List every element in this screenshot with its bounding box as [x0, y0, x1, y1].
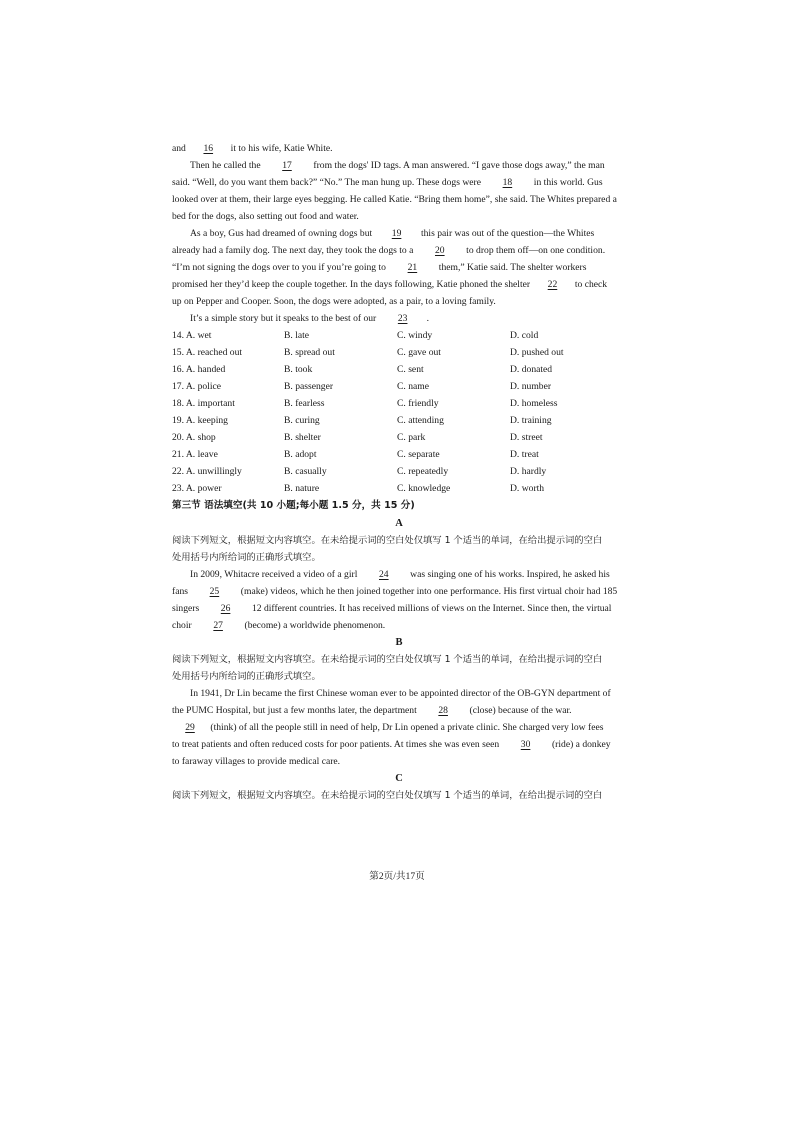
instruction-line: 处用括号内所给词的正确形式填空。: [172, 552, 321, 563]
text: to treat patients and often reduced costs for poor patients. At times she was even seen: [172, 739, 502, 750]
blank-28: 28: [438, 705, 448, 716]
text: in this world. Gus: [531, 177, 603, 188]
passage-line: [172, 583, 626, 600]
passage-line: [172, 566, 626, 583]
text: from the dogs' ID tags. A man answered. “I gave those dogs away,” the man: [310, 160, 605, 171]
text: “I’m not signing the dogs over to you if you’re going to: [172, 262, 389, 273]
option-a: 18. A. important: [172, 398, 235, 409]
text: to check: [572, 279, 608, 290]
passage-line: [172, 276, 626, 293]
blank-19: 19: [391, 228, 402, 239]
blank-16: 16: [203, 143, 214, 154]
option-b: B. adopt: [284, 449, 317, 460]
option-b: B. late: [284, 330, 310, 341]
text: singers: [172, 603, 202, 614]
option-row: [172, 378, 626, 395]
option-d: D. treat: [510, 449, 539, 460]
text: was singing one of his works. Inspired, he asked his: [407, 569, 610, 580]
text: It’s a simple story but it speaks to the best of our: [190, 313, 379, 324]
instruction-line: 阅读下列短文，根据短文内容填空。在未给提示词的空白处仅填写 1 个适当的单词，在给出提示词的空白: [172, 535, 603, 546]
option-c: C. friendly: [397, 398, 439, 409]
option-row: [172, 463, 626, 480]
blank-21: 21: [407, 262, 418, 273]
option-d: D. hardly: [510, 466, 547, 477]
blank-25: 25: [209, 586, 220, 597]
option-b: B. curing: [284, 415, 320, 426]
option-d: D. number: [510, 381, 552, 392]
blank-22: 22: [547, 279, 558, 290]
text: promised her they’d keep the couple together. In the days following, Katie phoned the shelter: [172, 279, 533, 290]
text: As a boy, Gus had dreamed of owning dogs but: [190, 228, 375, 239]
text: .: [426, 313, 430, 324]
option-c: C. windy: [397, 330, 433, 341]
instruction-line: 阅读下列短文，根据短文内容填空。在未给提示词的空白处仅填写 1 个适当的单词，在给出提示词的空白: [172, 790, 603, 801]
blank-23: 23: [397, 313, 408, 324]
text: 12 different countries. It has received millions of views on the Internet. Since then, the virtual: [249, 603, 612, 614]
text: (close) because of the war.: [467, 705, 572, 716]
text: (make) videos, which he then joined together into one performance. His first virtual choir had 185: [238, 586, 618, 597]
text: In 2009, Whitacre received a video of a girl: [190, 569, 360, 580]
option-d: D. worth: [510, 483, 545, 494]
passage-line: [172, 719, 626, 736]
option-a: 15. A. reached out: [172, 347, 243, 358]
blank-26: 26: [220, 603, 231, 614]
option-b: B. fearless: [284, 398, 325, 409]
blank-30: 30: [520, 739, 531, 750]
passage-line: [172, 702, 626, 719]
passage-letter-a: A: [395, 518, 403, 529]
instruction-line: 阅读下列短文，根据短文内容填空。在未给提示词的空白处仅填写 1 个适当的单词，在给出提示词的空白: [172, 654, 603, 665]
passage-line: [172, 225, 626, 242]
option-a: 20. A. shop: [172, 432, 216, 443]
option-c: C. separate: [397, 449, 440, 460]
options-table: [172, 327, 626, 497]
text: said. “Well, do you want them back?” “No.” The man hung up. These dogs were: [172, 177, 484, 188]
text: the PUMC Hospital, but just a few months later, the department: [172, 705, 420, 716]
passage-line: [172, 174, 626, 191]
option-b: B. nature: [284, 483, 320, 494]
passage-line: [172, 140, 626, 157]
text: (become) a worldwide phenomenon.: [242, 620, 386, 631]
option-row: [172, 429, 626, 446]
passage-line: to faraway villages to provide medical care.: [172, 756, 341, 767]
passage-line: [172, 600, 626, 617]
option-row: [172, 361, 626, 378]
passage-line: [172, 310, 626, 327]
option-c: C. repeatedly: [397, 466, 449, 477]
option-row: [172, 327, 626, 344]
text: (think) of all the people still in need of help, Dr Lin opened a private clinic. She charged very low fees: [208, 722, 604, 733]
option-row: [172, 412, 626, 429]
text: to drop them off—on one condition.: [463, 245, 606, 256]
text: it to his wife, Katie White.: [228, 143, 333, 154]
blank-29: 29: [185, 722, 195, 733]
option-b: B. spread out: [284, 347, 335, 358]
option-c: C. name: [397, 381, 429, 392]
option-d: D. street: [510, 432, 543, 443]
option-a: 23. A. power: [172, 483, 222, 494]
passage-line: bed for the dogs, also setting out food and water.: [172, 211, 359, 222]
passage-line: [172, 259, 626, 276]
option-c: C. sent: [397, 364, 424, 375]
option-d: D. homeless: [510, 398, 558, 409]
blank-20: 20: [434, 245, 445, 256]
option-b: B. took: [284, 364, 313, 375]
passage-line: In 1941, Dr Lin became the first Chinese woman ever to be appointed director of the OB-GYN department of: [190, 688, 611, 699]
option-d: D. training: [510, 415, 552, 426]
text: them,” Katie said. The shelter workers: [436, 262, 587, 273]
blank-27: 27: [213, 620, 223, 631]
passage-letter-c: C: [395, 773, 403, 784]
text: Then he called the: [190, 160, 263, 171]
text: this pair was out of the question—the Whites: [418, 228, 595, 239]
text: fans: [172, 586, 191, 597]
option-d: D. donated: [510, 364, 553, 375]
passage-line: [172, 157, 626, 174]
text: already had a family dog. The next day, they took the dogs to a: [172, 245, 416, 256]
option-row: [172, 395, 626, 412]
option-c: C. knowledge: [397, 483, 451, 494]
option-row: [172, 480, 626, 497]
passage-line: up on Pepper and Cooper. Soon, the dogs were adopted, as a pair, to a loving family.: [172, 296, 496, 307]
option-a: 14. A. wet: [172, 330, 212, 341]
option-a: 19. A. keeping: [172, 415, 228, 426]
option-c: C. attending: [397, 415, 444, 426]
passage-line: [172, 617, 626, 634]
option-row: [172, 446, 626, 463]
section-title: 第三节 语法填空(共 10 小题;每小题 1.5 分，共 15 分): [172, 500, 415, 511]
instruction-line: 处用括号内所给词的正确形式填空。: [172, 671, 321, 682]
option-d: D. pushed out: [510, 347, 564, 358]
passage-line: [172, 736, 626, 753]
blank-24: 24: [378, 569, 389, 580]
option-a: 16. A. handed: [172, 364, 226, 375]
blank-17: 17: [282, 160, 292, 171]
option-row: [172, 344, 626, 361]
text: choir: [172, 620, 195, 631]
text: and: [172, 143, 189, 154]
page-number: 第2页/共17页: [369, 871, 425, 882]
option-b: B. shelter: [284, 432, 321, 443]
option-d: D. cold: [510, 330, 539, 341]
option-b: B. casually: [284, 466, 327, 477]
option-a: 17. A. police: [172, 381, 222, 392]
option-c: C. park: [397, 432, 426, 443]
option-c: C. gave out: [397, 347, 441, 358]
option-a: 22. A. unwillingly: [172, 466, 242, 477]
passage-line: looked over at them, their large eyes begging. He called Katie. “Bring them home”, she said. The Whites prepared a: [172, 194, 617, 205]
option-a: 21. A. leave: [172, 449, 218, 460]
passage-letter-b: B: [395, 637, 403, 648]
blank-18: 18: [502, 177, 513, 188]
option-b: B. passenger: [284, 381, 334, 392]
passage-line: [172, 242, 626, 259]
page-content: [172, 140, 626, 804]
text: (ride) a donkey: [549, 739, 611, 750]
